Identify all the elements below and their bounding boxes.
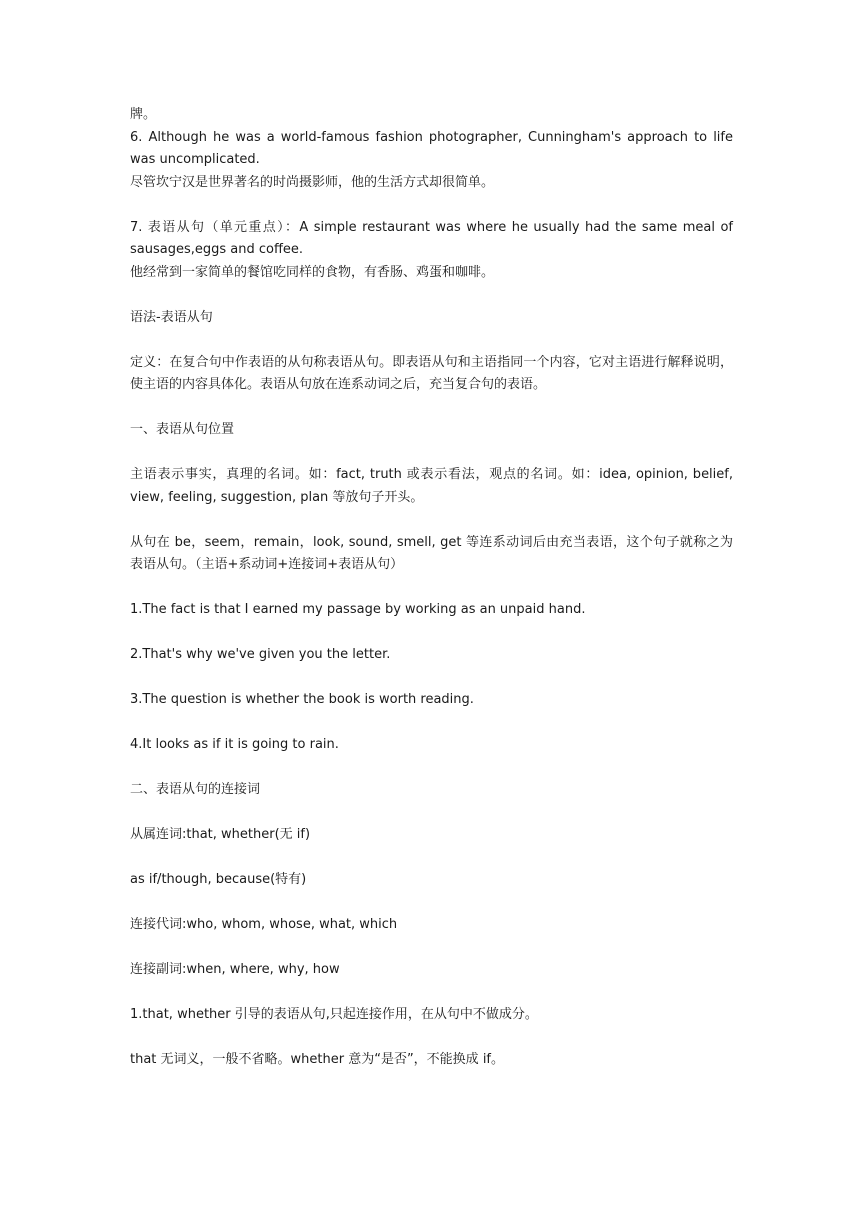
section-heading-position: 一、表语从句位置 [130,422,235,437]
spacer [130,847,733,870]
spacer [130,397,733,420]
subordinating-conjunctions: 从属连词:that, whether(无 if) [130,827,311,842]
connective-pronouns: 连接代词:who, whom, whose, what, which [130,917,398,932]
definition-paragraph: 定义：在复合句中作表语的从句称表语从句。即表语从句和主语指同一个内容，它对主语进行解释说明，使主语的内容具体化。表语从句放在连系动词之后，充当复合句的表语。 [130,354,733,392]
connective-adverbs: 连接副词:when, where, why, how [130,962,340,977]
linking-verbs-paragraph: 从句在 be，seem，remain，look, sound, smell, get 等连系动词后由充当表语，这个句子就称之为表语从句。（主语+系动词+连接词+表语从句） [130,534,733,572]
spacer [130,982,733,1005]
rule-1-note: that 无词义，一般不省略。whether 意为“是否”，不能换成 if。 [130,1052,505,1067]
spacer [130,937,733,960]
example-2: 2.That's why we've given you the letter. [130,647,391,662]
example-4: 4.It looks as if it is going to rain. [130,737,339,752]
text-line-1: 牌。 [130,107,157,122]
example-sentence-6-en: 6. Although he was a world-famous fashion photographer, Cunningham's approach to life was uncomplicated. [130,129,733,167]
example-1: 1.The fact is that I earned my passage by working as an unpaid hand. [130,602,586,617]
spacer [130,194,733,217]
spacer [130,667,733,690]
example-sentence-7-zh: 他经常到一家简单的餐馆吃同样的食物，有香肠、鸡蛋和咖啡。 [130,264,495,280]
spacer [130,442,733,465]
example-sentence-6-zh: 尽管坎宁汉是世界著名的时尚摄影师，他的生活方式却很简单。 [130,174,495,190]
example-3: 3.The question is whether the book is worth reading. [130,692,474,707]
spacer [130,577,733,600]
example-sentence-7-en: 7. 表语从句（单元重点）：A simple restaurant was where he usually had the same meal of sausages,eggs and coffee. [130,219,733,257]
spacer [130,509,733,532]
section-heading-conjunctions: 二、表语从句的连接词 [130,782,261,797]
subject-nouns-paragraph: 主语表示事实，真理的名词。如：fact, truth 或表示看法，观点的名词。如：idea, opinion, belief, view, feeling, suggestion, plan 等放句子开头。 [130,467,733,505]
rule-1: 1.that, whether 引导的表语从句,只起连接作用，在从句中不做成分。 [130,1007,538,1022]
spacer [130,802,733,825]
spacer [130,757,733,780]
spacer [130,712,733,735]
spacer [130,284,733,307]
document-page [130,104,733,1072]
spacer [130,329,733,352]
spacer [130,892,733,915]
section-heading-grammar: 语法-表语从句 [130,309,213,325]
spacer [130,1027,733,1050]
special-conjunctions: as if/though, because(特有) [130,872,307,887]
spacer [130,622,733,645]
